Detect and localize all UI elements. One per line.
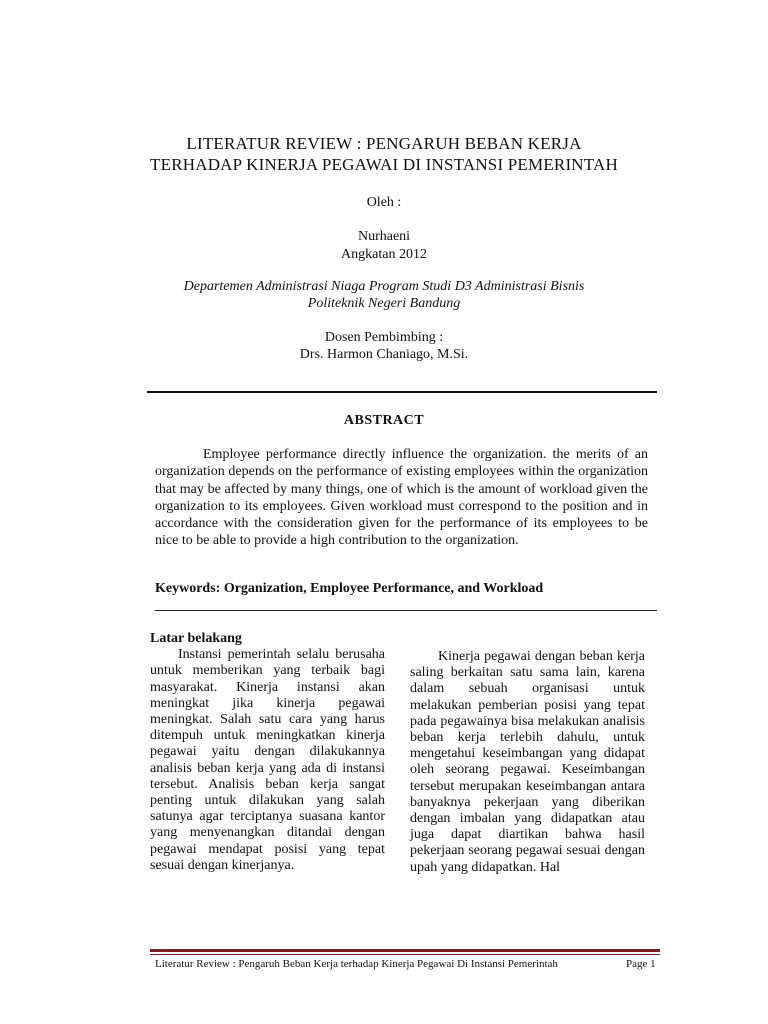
abstract-heading: ABSTRACT [343,413,425,428]
keywords-line: Keywords: Organization, Employee Performance, and Workload [155,581,544,596]
by-label: Oleh : [366,195,402,210]
footer-rule-thin [150,954,660,955]
abstract-body [155,446,648,550]
section-heading: Latar belakang [150,631,242,646]
right-column-paragraph: Kinerja pegawai dengan beban kerja saling berkaitan satu sama lain, karena dalam sebuah organisasi untuk melakukan pemberian posisi yang tepat pada pegawainya bisa melakukan analisis beban kerja terlebih dahulu, untuk mengetahui keseimbangan yang didapat oleh seorang pegawai. Keseimbangan tersebut merupakan keseimbangan antara banyaknya pekerjaan yang diberikan dengan imbalan yang didapatkan atau juga dapat diartikan bahwa hasil pekerjaan seorang pegawai sesuai dengan upah yang didapatkan. Hal [410,649,645,875]
paper-title-line-1: LITERATUR REVIEW : PENGARUH BEBAN KERJA [186,134,582,153]
footer-rule-thick [150,949,660,952]
author-department: Departemen Administrasi Niaga Program Studi D3 Administrasi Bisnis [183,279,585,294]
abstract-paragraph: Employee performance directly influence the organization. the merits of an organization depends on the performance of existing employees within the organization that may be affected by many things, one of which is the amount of workload given the organization to its employees. Given workload must correspond to the position and in accordance with the consideration given for the performance of its employees to be nice to be able to provide a high contribution to the organization. [155,447,648,549]
author-institution: Politeknik Negeri Bandung [307,296,461,311]
author-name: Nurhaeni [357,229,411,244]
right-column [410,649,645,876]
supervisor-name: Drs. Harmon Chaniago, M.Si. [299,347,469,362]
left-column-paragraph: Instansi pemerintah selalu berusaha untuk memberikan yang terbaik bagi masyarakat. Kinerja instansi akan meningkat jika kinerja pegawai meningkat. Salah satu cara yang harus ditempuh untuk meningkatkan kinerja pegawai yaitu dengan dilakukannya analisis beban kerja yang ada di instansi tersebut. Analisis beban kerja sangat penting untuk dilakukan yang salah satunya agar terciptanya suasana kantor yang menyenangkan ditandai dengan pegawai mendapat posisi yang tepat sesuai dengan kinerjanya. [150,647,385,873]
footer-page-number: Page 1 [626,958,656,970]
left-column [150,631,385,874]
header-divider [147,391,657,393]
footer-running-title: Literatur Review : Pengaruh Beban Kerja terhadap Kinerja Pegawai Di Instansi Pemerintah [155,958,558,970]
supervisor-label: Dosen Pembimbing : [324,330,444,345]
author-cohort: Angkatan 2012 [341,247,427,262]
keywords-divider [155,610,657,611]
paper-title [0,133,768,175]
paper-title-line-2: TERHADAP KINERJA PEGAWAI DI INSTANSI PEMERINTAH [150,155,618,174]
